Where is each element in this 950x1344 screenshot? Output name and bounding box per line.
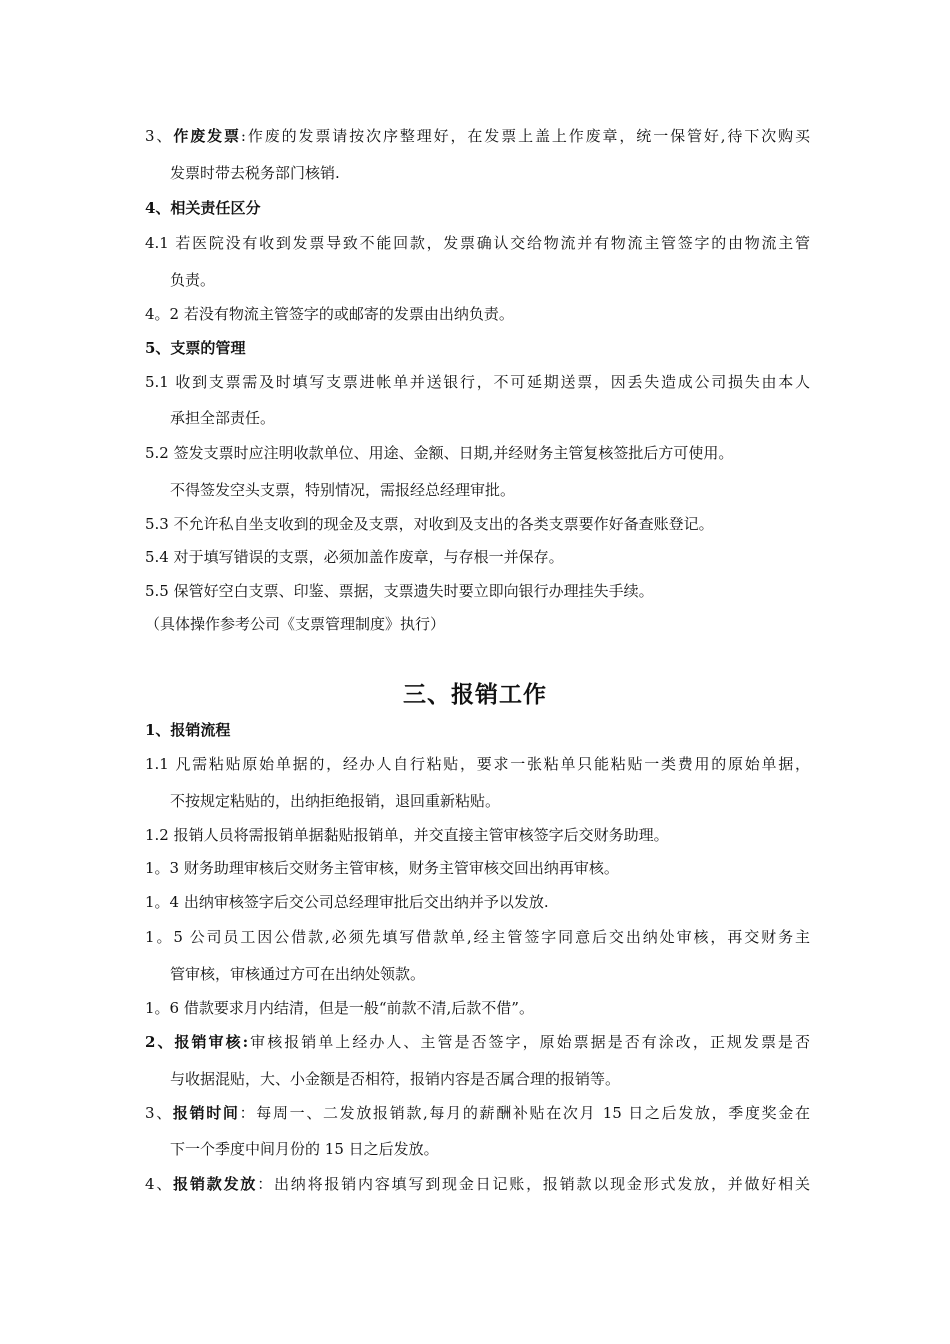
check-management-title: 5、支票的管理: [145, 339, 246, 357]
process-p1: 1.1 凡需粘贴原始单据的，经办人自行粘贴，要求一张粘单只能粘贴一类费用的原始单据，: [145, 755, 810, 773]
responsibility-p2: 4。2 若没有物流主管签字的或邮寄的发票由出纳负责。: [145, 305, 514, 323]
check-p5: 5.5 保管好空白支票、印鉴、票据，支票遗失时要立即向银行办理挂失手续。: [145, 582, 654, 600]
item-label: 报销时间: [172, 1104, 240, 1122]
check-p1: 5.1 收到支票需及时填写支票进帐单并送银行，不可延期送票，因丢失造成公司损失由本人: [145, 373, 810, 391]
item-label: 作废发票: [173, 127, 241, 145]
review-paragraph: [145, 1032, 810, 1052]
process-p3: 1。3 财务助理审核后交财务主管审核，财务主管审核交回出纳再审核。: [145, 859, 619, 877]
check-p2-cont: 不得签发空头支票，特别情况，需报经总经理审批。: [170, 481, 516, 499]
payout-paragraph: [145, 1174, 810, 1194]
timing-paragraph-cont: 下一个季度中间月份的 15 日之后发放。: [170, 1140, 439, 1158]
item-label: 报销款发放: [173, 1175, 258, 1193]
process-p1-cont: 不按规定粘贴的，出纳拒绝报销，退回重新粘贴。: [170, 792, 501, 810]
check-p4: 5.4 对于填写错误的支票，必须加盖作废章，与存根一并保存。: [145, 548, 564, 566]
void-invoice-paragraph: [145, 126, 810, 146]
process-p4: 1。4 出纳审核签字后交公司总经理审批后交出纳并予以发放.: [145, 893, 549, 911]
section-heading: 三、报销工作: [403, 681, 547, 708]
item-text: 审核报销单上经办人、主管是否签字，原始票据是否有涂改，正规发票是否: [248, 1033, 810, 1051]
item-number: 3、: [145, 127, 174, 145]
item-label: 报销审核:: [174, 1033, 249, 1051]
timing-paragraph: [145, 1103, 810, 1123]
void-invoice-paragraph-cont: 发票时带去税务部门核销.: [170, 164, 340, 182]
responsibility-p1-cont: 负责。: [170, 271, 216, 289]
check-p3: 5.3 不允许私自坐支收到的现金及支票，对收到及支出的各类支票要作好备查账登记。: [145, 515, 714, 533]
item-number: 4、: [145, 1175, 174, 1193]
responsibility-title: 4、相关责任区分: [145, 199, 261, 217]
check-note: （具体操作参考公司《支票管理制度》执行）: [145, 615, 446, 633]
process-p5-cont: 管审核，审核通过方可在出纳处领款。: [170, 965, 426, 983]
process-p6: 1。6 借款要求月内结清，但是一般“前款不清,后款不借”。: [145, 999, 534, 1017]
reimbursement-process-title: 1、报销流程: [145, 721, 231, 739]
responsibility-p1: 4.1 若医院没有收到发票导致不能回款，发票确认交给物流并有物流主管签字的由物流主管: [145, 234, 810, 252]
process-p2: 1.2 报销人员将需报销单据黏贴报销单，并交直接主管审核签字后交财务助理。: [145, 826, 669, 844]
review-paragraph-cont: 与收据混贴，大、小金额是否相符，报销内容是否属合理的报销等。: [170, 1070, 621, 1088]
item-number: 2、: [145, 1033, 175, 1051]
item-text: ：出纳将报销内容填写到现金日记账，报销款以现金形式发放，并做好相关: [257, 1175, 810, 1193]
item-number: 3、: [145, 1104, 173, 1122]
item-text: ：每周一、二发放报销款,每月的薪酬补贴在次月 15 日之后发放，季度奖金在: [239, 1104, 810, 1122]
item-text: :作废的发票请按次序整理好，在发票上盖上作废章，统一保管好,待下次购买: [240, 127, 810, 145]
process-p5: 1。5 公司员工因公借款,必须先填写借款单,经主管签字同意后交出纳处审核，再交财务主: [145, 928, 810, 946]
check-p1-cont: 承担全部责任。: [170, 409, 276, 427]
check-p2: 5.2 签发支票时应注明收款单位、用途、金额、日期,并经财务主管复核签批后方可使用。: [145, 444, 734, 462]
